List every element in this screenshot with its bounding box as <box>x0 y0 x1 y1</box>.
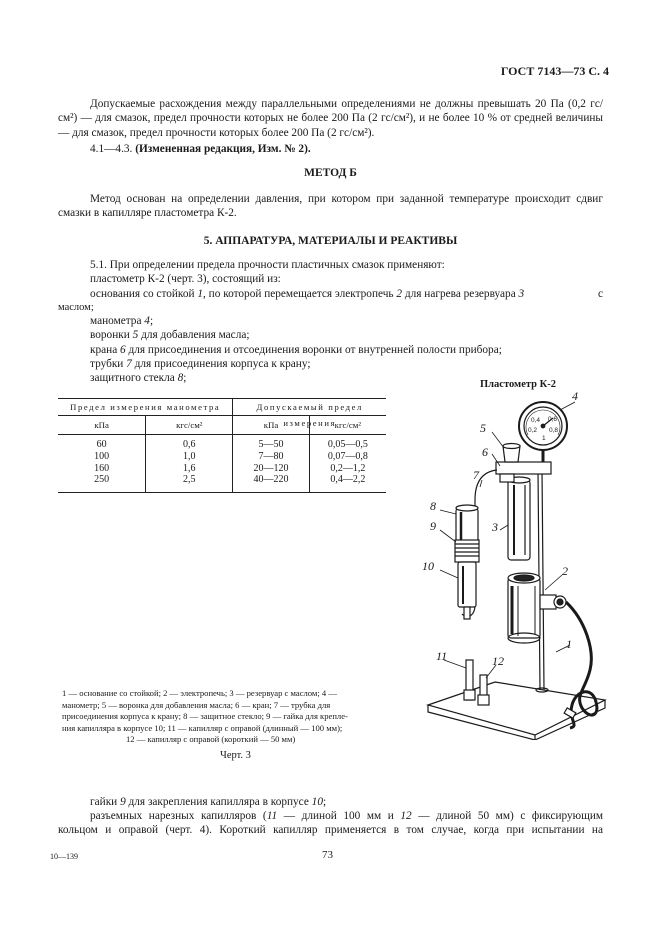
section5-p7: трубки 7 для присоединения корпуса к крану; <box>90 358 311 370</box>
section5-p2: пластометр К-2 (черт. 3), состоящий из: <box>90 273 281 285</box>
after-line-2: разъемных нарезных капилляров (11 — длиной 100 мм и 12 — длиной 50 мм) с фиксирующим <box>90 810 604 822</box>
section5-heading: 5. АППАРАТУРА, МАТЕРИАЛЫ И РЕАКТИВЫ <box>203 235 458 247</box>
table-subheader: кПа <box>233 416 309 434</box>
method-heading: МЕТОД Б <box>304 167 357 179</box>
gauge-scale-label: 0,4 <box>531 417 541 424</box>
table-group-header-1: Предел измерения манометра <box>58 399 233 415</box>
plastometer-diagram <box>400 390 610 740</box>
footer-code: 10—139 <box>50 852 78 861</box>
table-group-header-2: Допускаемый предел измерения <box>256 402 363 428</box>
figure-caption: Черт. 3 <box>220 750 251 761</box>
callout-5: 5 <box>480 421 486 435</box>
legend-line: 12 — капилляр с оправой (короткий — 50 мм) <box>126 734 296 744</box>
capillary-body <box>458 562 476 607</box>
table-cell: 2,5 <box>183 474 196 486</box>
callout-10: 10 <box>422 559 434 573</box>
table-subheader: кПа <box>58 416 146 434</box>
table-cell: 0,05—0,5 <box>327 439 368 450</box>
method-paragraph: Метод основан на определении давления, при котором при заданной температуре происходит сдвиг смазки в капилляре пластометра К-2. <box>58 193 603 220</box>
table-subheader: кгс/см² <box>146 416 233 434</box>
callout-2: 2 <box>562 564 568 578</box>
intro-text: Допускаемые расхождения между параллельными определениями не должны превышать 20 Па (0,2 гс/см²) — для смазок, предел прочности которых не более 200 Па (2 гс/см²), и не более 10 % от средней величины — для смазок, предел прочности которых более 200 Па (2 гс/см²). <box>58 98 603 139</box>
table-cell: 40—220 <box>253 474 289 486</box>
table-cell: 250 <box>94 474 110 486</box>
furnace <box>508 573 566 643</box>
table-cell: 60 <box>96 439 107 450</box>
legend-line: присоединения корпуса к крану; 8 — защитное стекло; 9 — гайка для крепле- <box>62 711 348 721</box>
section5-p3-cont: маслом; <box>58 302 94 313</box>
base-plate <box>428 682 605 735</box>
table-cell: 160 <box>94 462 110 474</box>
figure-legend <box>62 688 402 746</box>
gauge-scale-label: 1 <box>542 435 546 442</box>
table-cell: 0,6 <box>183 439 196 450</box>
legend-line: ния капилляра в корпусе 10; 11 — капилляр с оправой (длинный — 100 мм); <box>62 722 343 733</box>
document-header: ГОСТ 7143—73 С. 4 <box>500 64 609 78</box>
legend-line: манометр; 5 — воронка для добавления масла; 6 — кран; 7 — трубка для <box>62 699 331 710</box>
section5-p8: защитного стекла 8; <box>90 372 187 384</box>
legend-line: 1 — основание со стойкой; 2 — электропечь; 3 — резервуар с маслом; 4 — <box>62 688 337 698</box>
callout-8: 8 <box>430 499 436 513</box>
section5-p5: воронки 5 для добавления масла; <box>90 329 250 341</box>
section5-p4: манометра 4; <box>90 315 154 327</box>
reservoir <box>508 480 530 560</box>
callout-9: 9 <box>430 519 436 533</box>
intro-paragraph <box>58 97 603 140</box>
table-cell: 20—120 <box>253 462 289 474</box>
table-cell: 5—50 <box>258 439 284 450</box>
section5-p1: 5.1. При определении предела прочности пластичных смазок применяют: <box>90 259 445 271</box>
power-cord <box>566 602 597 728</box>
gauge-table <box>58 398 386 493</box>
gauge-scale-label: 0,8 <box>549 427 559 434</box>
table-cell: 0,07—0,8 <box>327 450 368 462</box>
table-cell: 0,4—2,2 <box>330 474 366 486</box>
table-subheader: кгс/см² <box>334 420 362 430</box>
section5-p3: основания со стойкой 1, по которой перемещается электропечь 2 для нагрева резервуара 3 с <box>90 288 603 300</box>
capillary-nut <box>455 540 479 562</box>
after-line-3: кольцом и оправой (черт. 4). Короткий капилляр применяется в том случае, когда при испытании на <box>58 824 603 836</box>
table-cell: 1,0 <box>183 450 196 462</box>
table-cell: 100 <box>94 450 110 462</box>
section5-p6: крана 6 для присоединения и отсоединения воронки от внутренней полости прибора; <box>90 344 502 356</box>
table-body <box>58 435 386 493</box>
valve-block <box>496 462 551 474</box>
table-cell: 1,6 <box>183 462 196 474</box>
callout-1: 1 <box>566 637 572 651</box>
gauge-scale-label: 0,2 <box>528 427 538 434</box>
callout-11: 11 <box>436 649 448 663</box>
after-line-1: гайки 9 для закрепления капилляра в корпусе 10; <box>90 796 327 808</box>
callout-3: 3 <box>492 520 498 534</box>
pressure-gauge <box>519 402 567 462</box>
figure-title: Пластометр К-2 <box>480 379 556 390</box>
callout-12: 12 <box>492 654 504 668</box>
page-number: 73 <box>322 849 333 861</box>
table-cell: 0,2—1,2 <box>330 462 366 474</box>
table-cell: 7—80 <box>258 450 284 462</box>
callout-6: 6 <box>482 445 488 459</box>
edition-note: 4.1—4.3. (Измененная редакция, Изм. № 2). <box>90 143 311 155</box>
gauge-scale-label: 0,6 <box>548 416 558 423</box>
callout-7: 7 <box>473 468 479 482</box>
callout-4: 4 <box>572 390 578 403</box>
